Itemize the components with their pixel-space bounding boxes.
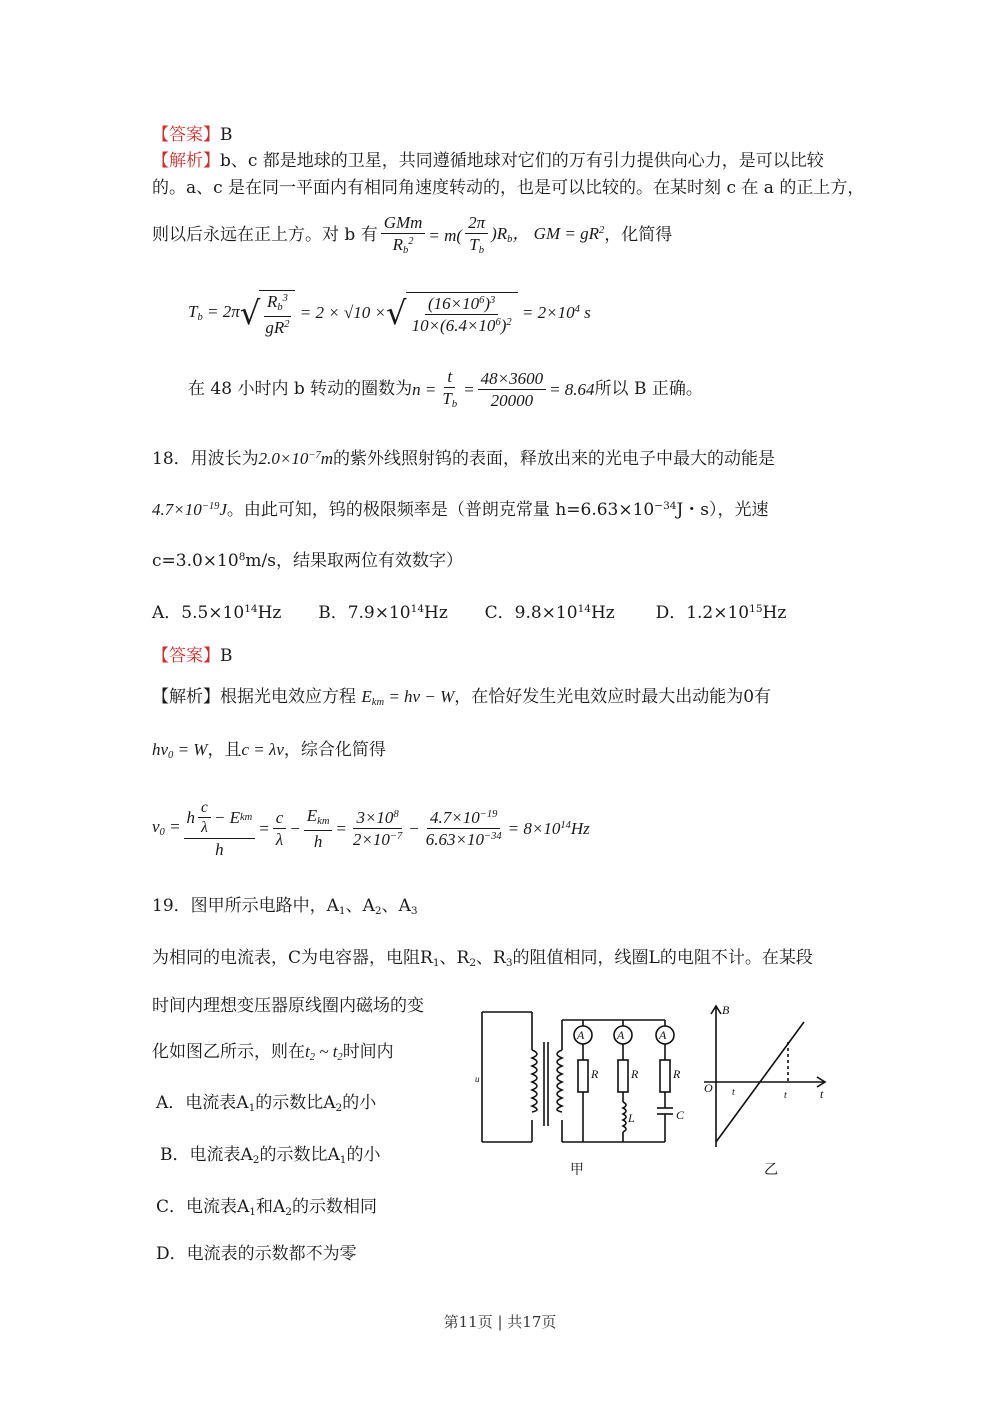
q19-stem-line3: 时间内理想变压器原线圈内磁场的变 bbox=[152, 996, 424, 1016]
svg-text:R: R bbox=[591, 1067, 599, 1081]
q18-stem-line3: $c=3.0\times 10^8m/s$，结果取两位有效数字） bbox=[152, 550, 463, 571]
q17-analysis-line3: 则以后永远在正上方。对 b 有 $\frac{\text{GMm}}{R_b^2}$ = m( $\frac{2\pi}{T_b}$ )$R_b$， GM = $gR^2$ ，化简得 bbox=[152, 213, 673, 257]
q18-answer: 【答案】B bbox=[152, 646, 233, 666]
q19-stem-line4: 化如图乙所示，则在$t_2$ ~ $t_2$时间内 bbox=[152, 1042, 394, 1064]
q19-option-b[interactable]: B．电流表$A_2$的示数比$A_1$的小 bbox=[160, 1145, 381, 1167]
q18-options bbox=[152, 604, 786, 622]
q18-option-a[interactable]: A．$5.5\times 10^{14}Hz$ bbox=[152, 602, 282, 623]
svg-text:O: O bbox=[704, 1081, 713, 1095]
q18-stem-line2: $4.7\times 10^{-19}J$。由此可知，钨的极限频率是（普朗克常量 $h=6.63\times 10^{-34}J$・s），光速 bbox=[152, 500, 769, 520]
q19-option-a[interactable]: A．电流表$A_1$的示数比$A_2$的小 bbox=[156, 1093, 377, 1115]
q19-option-c[interactable]: C．电流表$A_1$和$A_2$的示数相同 bbox=[156, 1197, 377, 1219]
q17-period-formula: $T_b = 2\pi$ √ $\frac{R_b^3}{gR^2}$ = 2 × √10 × √ $\frac{(16\times 10^6)^3}{10\times(6.4\times 10^6)^2}$ = $2\times 10^4$ s bbox=[188, 292, 591, 337]
svg-text:C: C bbox=[676, 1108, 685, 1122]
svg-text:A: A bbox=[577, 1028, 585, 1042]
q18-option-b[interactable]: B．$7.9\times 10^{14}Hz$ bbox=[318, 602, 448, 623]
page-footer: 第11页 | 共17页 bbox=[443, 1313, 557, 1331]
svg-text:L: L bbox=[628, 1111, 635, 1125]
svg-text:t: t bbox=[784, 1090, 787, 1101]
formula-2pi-over-tb: $\frac{2\pi}{T_b}$ bbox=[465, 214, 488, 257]
figure-jia-label: 甲 bbox=[570, 1162, 584, 1178]
circuit-diagram bbox=[470, 1002, 700, 1182]
svg-text:A: A bbox=[617, 1028, 625, 1042]
bt-graph bbox=[700, 1002, 840, 1182]
q17-analysis-line2: 的。a、c 是在同一平面内有相同角速度转动的，也是可以比较的。在某时刻 c 在 a 的正上方， bbox=[152, 178, 865, 198]
q19-option-d[interactable]: D．电流表的示数都不为零 bbox=[156, 1244, 357, 1264]
q17-analysis-line5: 在 48 小时内 b 转动的圈数为 n = $\frac{t}{T_b}$ = $\frac{48\times 3600}{20000}$ = 8.64 所以 B 正确。 bbox=[188, 367, 703, 411]
q18-option-d[interactable]: D．$1.2\times 10^{15}Hz$ bbox=[655, 602, 787, 623]
svg-text:B: B bbox=[722, 1003, 730, 1017]
formula-gmm-over-rb2: $\frac{\text{GMm}}{R_b^2}$ bbox=[381, 214, 426, 257]
q18-analysis-line1: 【解析】根据光电效应方程 $E_{km} = h\nu - W$，在恰好发生光电效应时最大出动能为0有 bbox=[152, 687, 772, 709]
q18-frequency-formula: $\nu_0$ = h $\frac{c}{\lambda}$ − E km h = $\frac{c}{\lambda}$ − $\frac{E_{km}}{h}$ = $\frac{3\times 10^8}{2\times 10^{-7}}$ − $\frac{4.7\times 10^{-19}}{6.63\times 10^{-34}}$ = $8\times 10^{14}Hz$ bbox=[152, 799, 590, 859]
svg-text:R: R bbox=[673, 1067, 681, 1081]
svg-text:A: A bbox=[659, 1028, 667, 1042]
q19-stem-line2: 为相同的电流表，C为电容器，电阻$R_1$、$R_2$、$R_3$的阻值相同，线圈L的电阻不计。在某段 bbox=[152, 948, 813, 970]
q17-answer: 【答案】B bbox=[152, 125, 233, 145]
q19-stem-line1: 19．图甲所示电路中，$A_1$、$A_2$、$A_3$ bbox=[152, 896, 418, 918]
svg-text:t: t bbox=[820, 1087, 824, 1101]
q18-analysis-line2: $h\nu_0 = W$，且c = λν，综合化简得 bbox=[152, 740, 386, 762]
q18-option-c[interactable]: C．$9.8\times 10^{14}Hz$ bbox=[484, 602, 615, 623]
figure-yi-label: 乙 bbox=[764, 1162, 778, 1178]
svg-text:t: t bbox=[732, 1087, 735, 1098]
svg-text:u: u bbox=[475, 1074, 480, 1084]
q17-analysis-line1: 【解析】b、c 都是地球的卫星，共同遵循地球对它们的万有引力提供向心力，是可以比较 bbox=[152, 151, 824, 171]
svg-text:R: R bbox=[631, 1067, 639, 1081]
q18-stem-line1: 18．用波长为$2.0\times 10^{-7}m$的紫外线照射钨的表面，释放出来的光电子中最大的动能是 bbox=[152, 449, 776, 469]
